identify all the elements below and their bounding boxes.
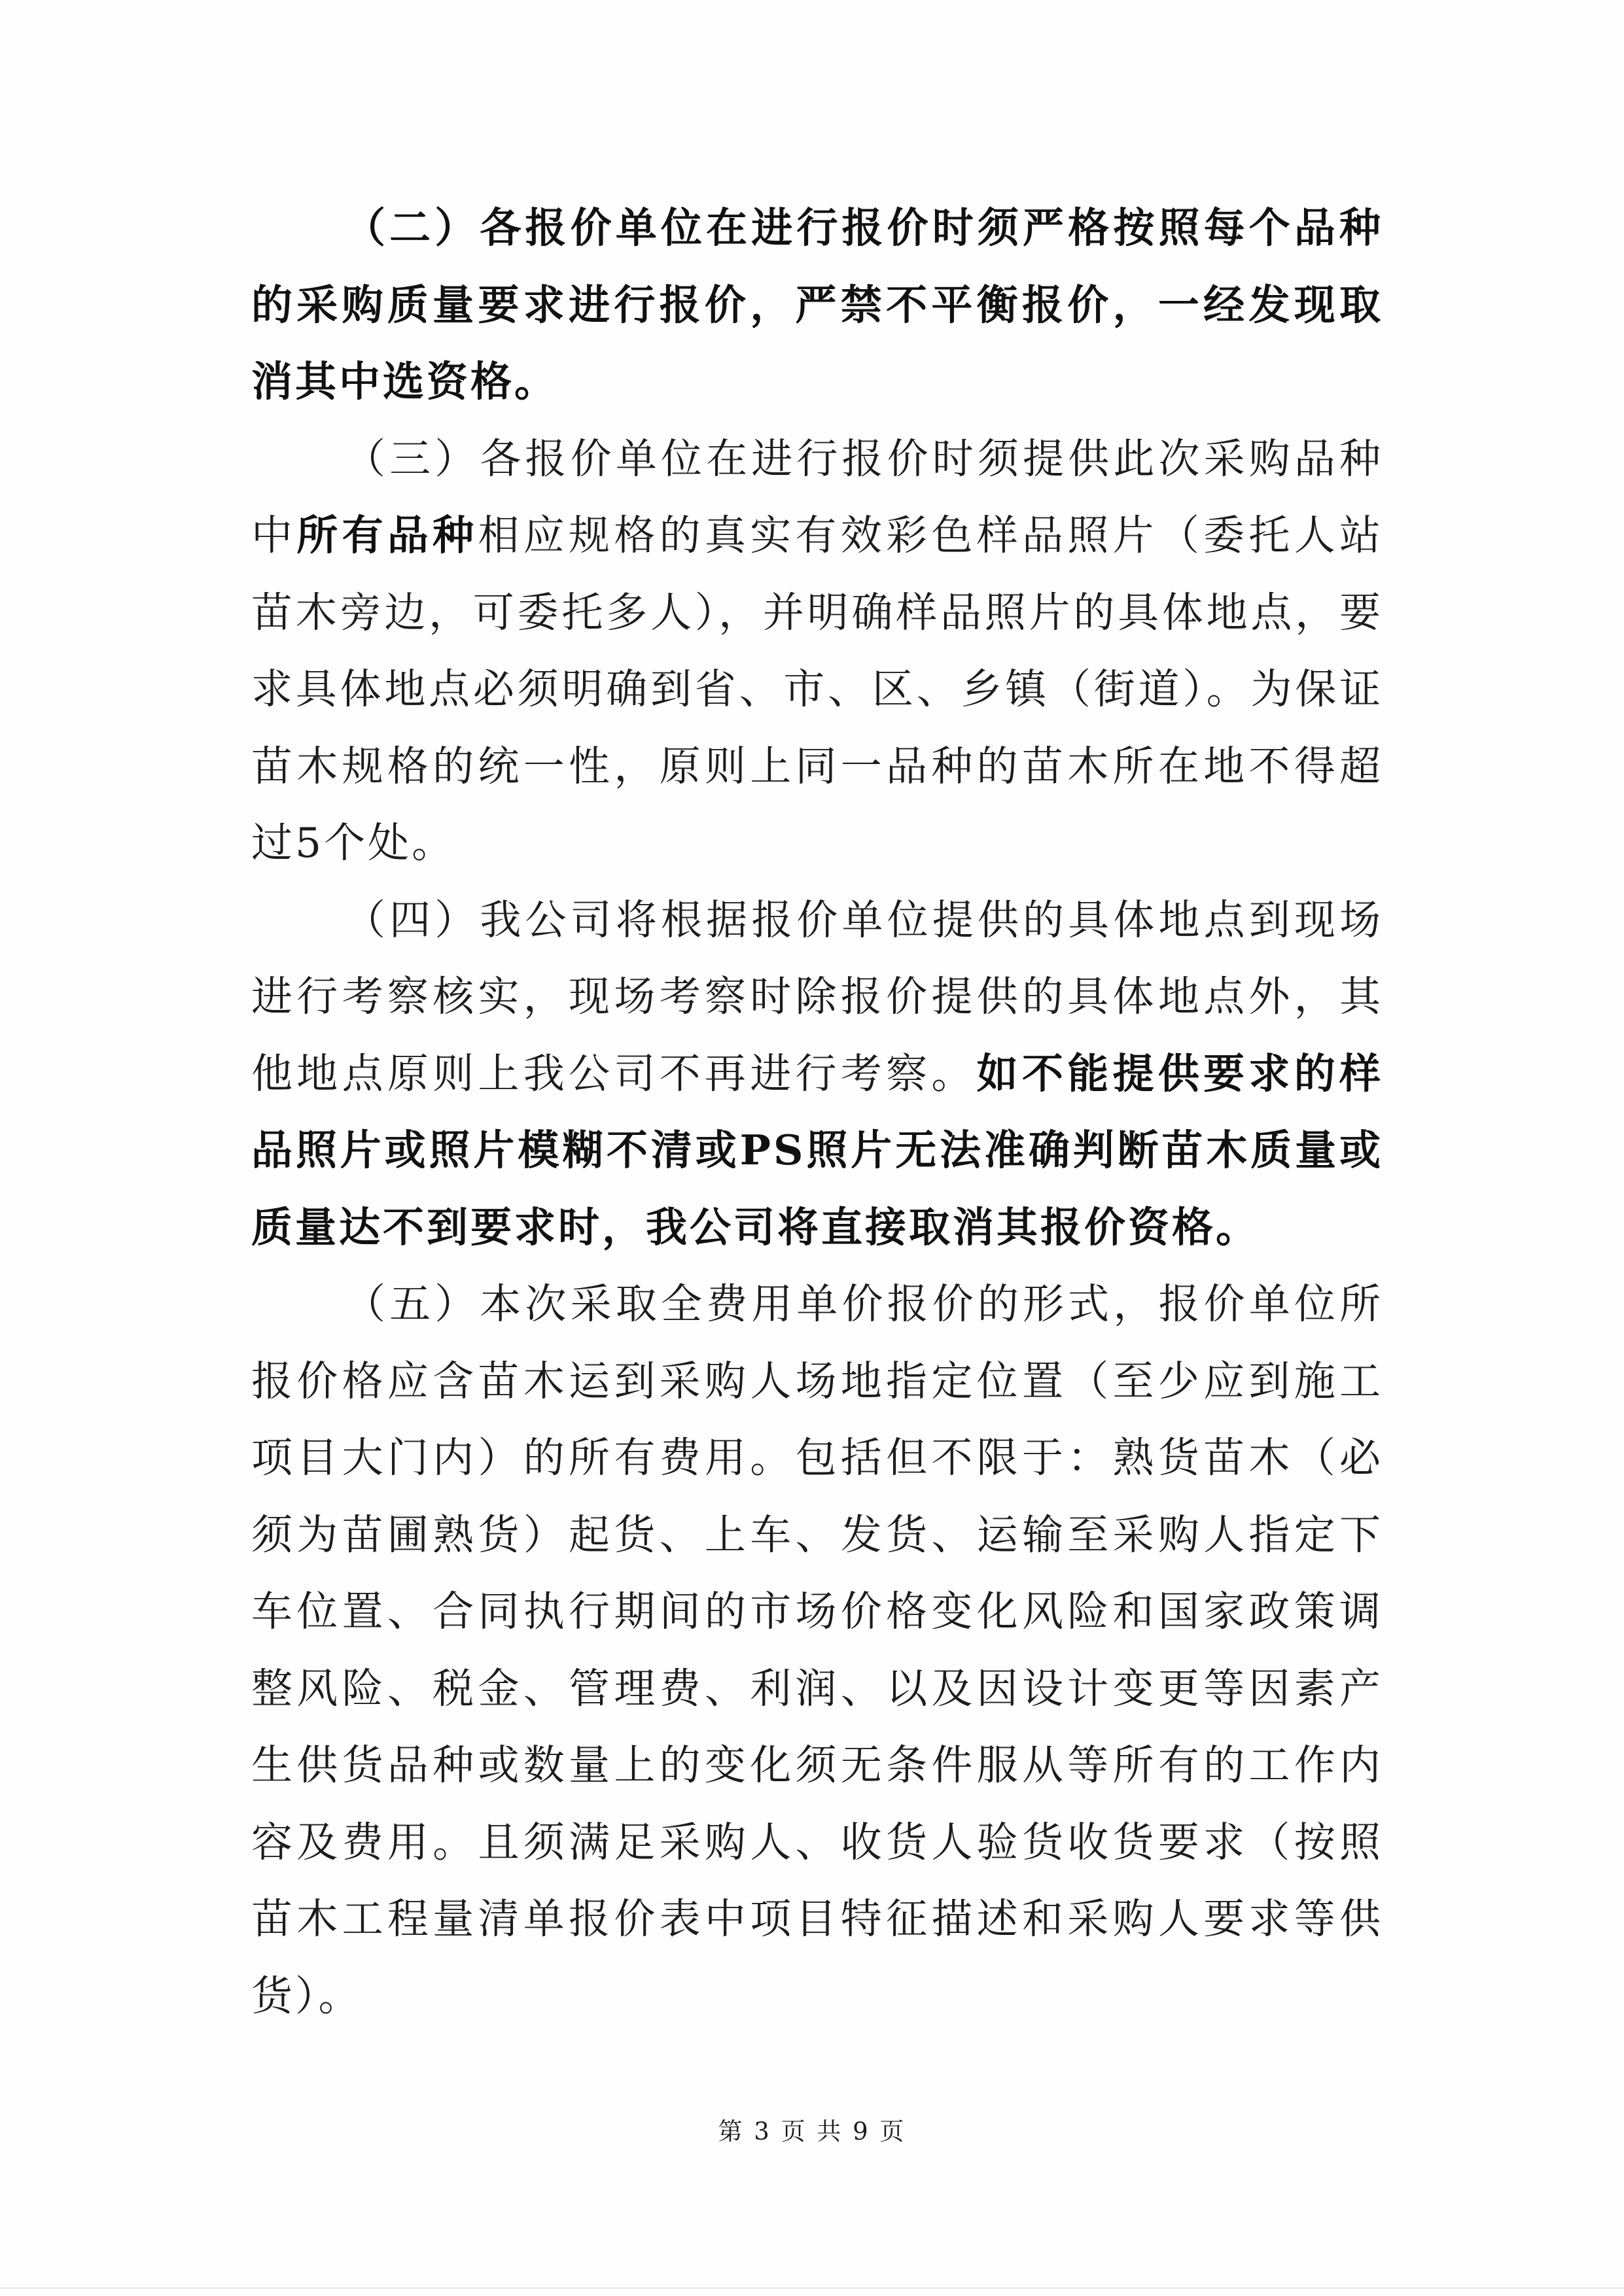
- paragraph-3-text-rest: 相应规格的真实有效彩色样品照片（委托人站苗木旁边，可委托多人），并明确样品照片的具体地点，要求具体地点必须明确到省、市、区、乡镇（街道）。为保证苗木规格的统一性，原则上同一品种的苗木所在地不得超过5个处。: [251, 512, 1384, 867]
- paragraph-5-text: （五）本次采取全费用单价报价的形式，报价单位所报价格应含苗木运到采购人场地指定位置（至少应到施工项目大门内）的所有费用。包括但不限于：熟货苗木（必须为苗圃熟货）起货、上车、发货、运输至采购人指定下车位置、合同执行期间的市场价格变化风险和国家政策调整风险、税金、管理费、利润、以及因设计变更等因素产生供货品种或数量上的变化须无条件服从等所有的工作内容及费用。且须满足采购人、收货人验货收货要求（按照苗木工程量清单报价表中项目特征描述和采购人要求等供货）。: [251, 1280, 1383, 2020]
- paragraph-4-text-lead: （四）我公司将根据报价单位提供的具体地点到现场进行考察核实，现场考察时除报价提供的具体地点外，其他地点原则上我公司不再进行考察。: [251, 896, 1383, 1098]
- paragraph-5: [251, 1266, 1383, 2034]
- paragraph-3-text-bold: 所有品种: [296, 511, 478, 559]
- page-number-footer: 第 3 页 共 9 页: [718, 2117, 906, 2146]
- paragraph-3: [251, 421, 1383, 882]
- paragraph-2-text-bold: （二）各报价单位在进行报价时须严格按照每个品种的采购质量要求进行报价，严禁不平衡报价，一经发现取消其中选资格。: [251, 203, 1383, 406]
- paragraph-4: [251, 882, 1383, 1266]
- document-body: [251, 190, 1383, 2034]
- paragraph-4-text-bold: 如不能提供要求的样品照片或照片模糊不清或PS照片无法准确判断苗木质量或质量达不到要求时，我公司将直接取消其报价资格。: [251, 1049, 1384, 1251]
- paragraph-2: [251, 190, 1383, 421]
- paragraph-3-text-lead: （三）各报价单位在进行报价时须提供此次采购品种中: [251, 434, 1383, 559]
- scan-edge-divider: [0, 2287, 1624, 2289]
